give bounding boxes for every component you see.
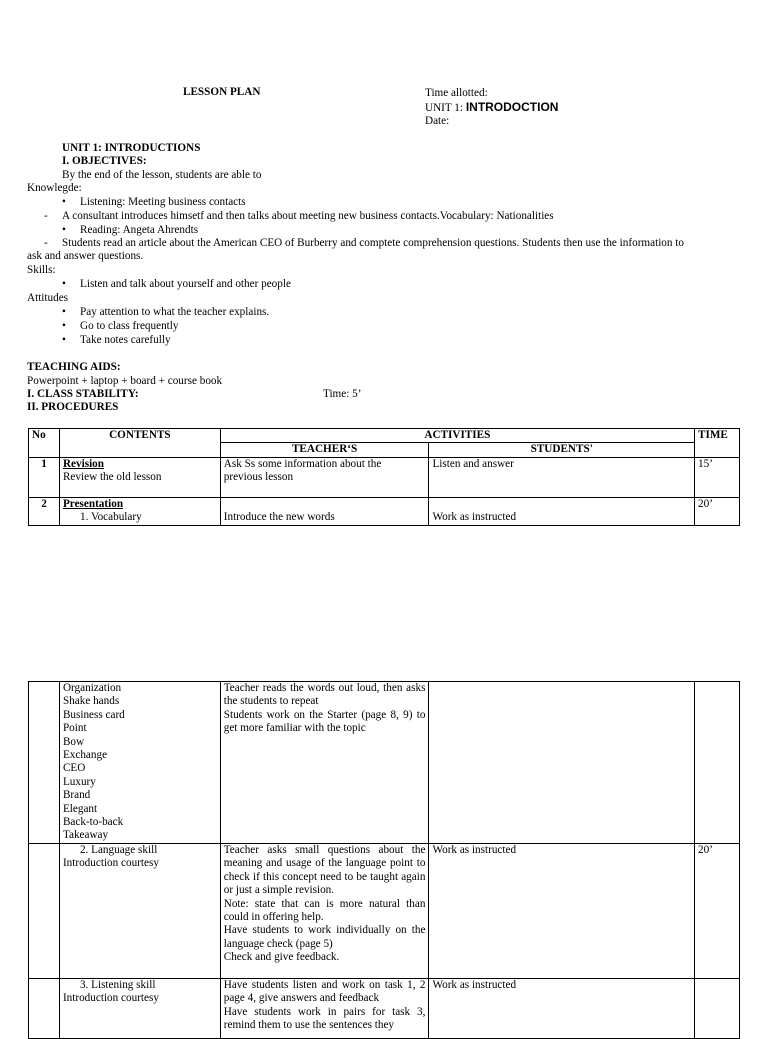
row-contents bbox=[59, 978, 220, 1038]
teacher-text: Ask Ss some information about the bbox=[223, 457, 382, 470]
row-no bbox=[29, 843, 60, 978]
unit-name: INTRODOCTION bbox=[465, 100, 559, 114]
dash-icon: - bbox=[44, 237, 48, 249]
teaching-aids-heading: TEACHING AIDS: bbox=[27, 361, 121, 373]
vocab-item: Brand bbox=[62, 789, 91, 802]
procedures-table-continued bbox=[28, 681, 740, 1039]
attitudes-text: Go to class frequently bbox=[80, 320, 179, 332]
table-row bbox=[29, 682, 740, 844]
teacher-text: Check and give feedback. bbox=[223, 951, 340, 964]
row-students: Work as instructed bbox=[429, 497, 695, 525]
attitudes-item bbox=[0, 334, 768, 348]
vocab-item: Exchange bbox=[62, 749, 108, 762]
attitudes-label: Attitudes bbox=[27, 292, 69, 304]
revision-sub: Review the old lesson bbox=[62, 471, 162, 484]
objectives-intro: By the end of the lesson, students are able to bbox=[62, 169, 262, 181]
bullet-icon: • bbox=[62, 278, 66, 290]
row-contents bbox=[59, 457, 220, 497]
table-row bbox=[29, 457, 740, 497]
unit-header bbox=[425, 101, 558, 116]
knowledge-text: Reading: Angeta Ahrendts bbox=[80, 224, 199, 236]
row-no: 2 bbox=[29, 497, 60, 525]
objectives-heading: I. OBJECTIVES: bbox=[62, 155, 147, 167]
unit-title: UNIT 1: INTRODUCTIONS bbox=[62, 142, 201, 154]
knowledge-text-continued: ask and answer questions. bbox=[27, 250, 144, 262]
knowledge-item bbox=[0, 210, 768, 224]
knowledge-item bbox=[0, 196, 768, 210]
teacher-text: previous lesson bbox=[223, 471, 294, 484]
table-row bbox=[29, 978, 740, 1038]
table-header-row bbox=[29, 429, 740, 443]
attitudes-item bbox=[0, 306, 768, 320]
bullet-icon: • bbox=[62, 196, 66, 208]
attitudes-item bbox=[0, 320, 768, 334]
vocab-item: Takeaway bbox=[62, 829, 109, 842]
header-activities: ACTIVITIES bbox=[220, 429, 694, 443]
vocab-item: Point bbox=[62, 722, 87, 735]
row-no bbox=[29, 682, 60, 844]
lesson-plan-title: LESSON PLAN bbox=[183, 86, 261, 98]
teaching-aids-text: Powerpoint + laptop + board + course book bbox=[27, 375, 223, 387]
row-no bbox=[29, 978, 60, 1038]
vocab-item: Organization bbox=[62, 682, 122, 694]
teacher-text: Have students to work individually on the language check (page 5) bbox=[223, 924, 426, 950]
knowledge-item bbox=[0, 224, 768, 238]
vocabulary-sub: 1. Vocabulary bbox=[79, 511, 142, 524]
row-contents bbox=[59, 843, 220, 978]
bullet-icon: • bbox=[62, 334, 66, 346]
presentation-title: Presentation bbox=[62, 497, 124, 510]
knowledge-text: Listening: Meeting business contacts bbox=[80, 196, 246, 208]
attitudes-text: Take notes carefully bbox=[80, 334, 171, 346]
teacher-text: Teacher asks small questions about the meaning and usage of the language point to check if this concept need to be taught again or just a simple revision. bbox=[223, 843, 426, 897]
procedures-heading: II. PROCEDURES bbox=[27, 401, 119, 413]
attitudes-text: Pay attention to what the teacher explains. bbox=[80, 306, 270, 318]
bullet-icon: • bbox=[62, 306, 66, 318]
row-teacher bbox=[220, 843, 429, 978]
row-time: 15’ bbox=[695, 457, 740, 497]
row-teacher: Introduce the new words bbox=[220, 497, 429, 525]
bullet-icon: • bbox=[62, 224, 66, 236]
header-time: TIME bbox=[695, 429, 740, 458]
knowledge-text: Students read an article about the American CEO of Burberry and comptete comprehension questions. Students then use the information to bbox=[62, 237, 684, 249]
teacher-text: Have students work in pairs for task 3, remind them to use the sentences they bbox=[223, 1005, 426, 1032]
knowledge-label: Knowlegde: bbox=[27, 182, 82, 194]
listening-skill-sub: Introduction courtesy bbox=[62, 992, 159, 1005]
row-students: Listen and answer bbox=[429, 457, 695, 497]
vocab-item: CEO bbox=[62, 762, 86, 775]
vocab-item: Bow bbox=[62, 735, 85, 748]
vocab-item: Luxury bbox=[62, 775, 96, 788]
table-row bbox=[29, 497, 740, 525]
row-students: Work as instructed bbox=[429, 843, 695, 978]
dash-icon: - bbox=[44, 210, 48, 222]
language-skill-sub: Introduction courtesy bbox=[62, 857, 159, 870]
vocab-item: Shake hands bbox=[62, 695, 120, 708]
date-label: Date: bbox=[425, 115, 450, 127]
time-allotted-label: Time allotted: bbox=[425, 87, 488, 99]
row-time: 20’ bbox=[695, 497, 740, 525]
procedures-table bbox=[28, 428, 740, 526]
row-time: 20’ bbox=[695, 843, 740, 978]
language-skill-title: 2. Language skill bbox=[79, 843, 158, 856]
row-contents bbox=[59, 497, 220, 525]
header-teacher: TEACHER‘S bbox=[220, 443, 429, 457]
bullet-icon: • bbox=[62, 320, 66, 332]
revision-title: Revision bbox=[62, 457, 104, 470]
knowledge-text: A consultant introduces himsetf and then talks about meeting new business contacts.Vocabulary: Nationalities bbox=[62, 210, 554, 222]
skills-item bbox=[0, 278, 768, 292]
skills-label: Skills: bbox=[27, 264, 56, 276]
header-students: STUDENTS' bbox=[429, 443, 695, 457]
teacher-text: Students work on the Starter (page 8, 9) to get more familiar with the topic bbox=[223, 708, 426, 735]
teacher-text: Note: state that can is more natural than could in offering help. bbox=[223, 897, 426, 923]
table-row bbox=[29, 843, 740, 978]
teacher-text: Teacher reads the words out loud, then asks the students to repeat bbox=[223, 682, 426, 708]
header-contents: CONTENTS bbox=[59, 429, 220, 458]
row-no: 1 bbox=[29, 457, 60, 497]
row-teacher bbox=[220, 457, 429, 497]
vocab-item: Elegant bbox=[62, 802, 98, 815]
class-stability-time: Time: 5’ bbox=[323, 388, 362, 400]
skills-text: Listen and talk about yourself and other people bbox=[80, 278, 291, 290]
class-stability-heading: I. CLASS STABILITY: bbox=[27, 388, 139, 400]
vocab-list bbox=[59, 682, 220, 844]
row-teacher bbox=[220, 682, 429, 844]
row-students bbox=[429, 682, 695, 844]
header-no: No bbox=[29, 429, 60, 458]
knowledge-item bbox=[0, 237, 768, 251]
row-teacher bbox=[220, 978, 429, 1038]
listening-skill-title: 3. Listening skill bbox=[79, 978, 156, 991]
row-students: Work as instructed bbox=[429, 978, 695, 1038]
row-time bbox=[695, 682, 740, 844]
row-time bbox=[695, 978, 740, 1038]
teacher-text: Have students listen and work on task 1, 2 page 4, give answers and feedback bbox=[223, 978, 426, 1005]
vocab-item: Business card bbox=[62, 708, 125, 721]
vocab-item: Back-to-back bbox=[62, 816, 124, 829]
unit-prefix: UNIT 1: bbox=[425, 102, 466, 114]
